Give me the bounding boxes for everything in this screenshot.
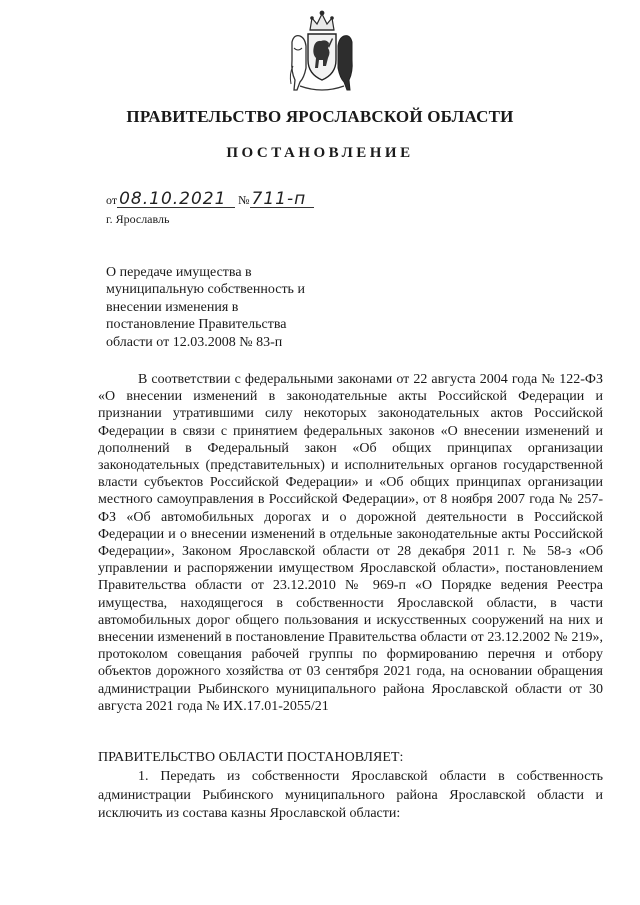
government-title: ПРАВИТЕЛЬСТВО ЯРОСЛАВСКОЙ ОБЛАСТИ [126,107,514,126]
registration-line [106,191,314,208]
subject-line: О передаче имущества в [106,265,252,280]
number-prefix: № [238,193,250,207]
document-number: 711-п [250,191,314,208]
date-prefix: от [106,193,118,207]
preamble-paragraph: В соответствии с федеральными законами от 22 августа 2004 года № 122-ФЗ «О внесении изменений в законодательные акты Российской Федерации и признании утратившими силу некоторых законодательных актов Российской Федерации в связи с принятием федеральных законов «О внесении изменений и дополнений в Федеральный закон «Об общих принципах организации законодательных (представительных) и исполнительных органов государственной власти субъектов Российской Федерации» и «Об общих принципах организации местного самоуправления в Российской Федерации», от 8 ноября 2007 года № 257-ФЗ «Об автомобильных дорогах и о дорожной деятельности в Российской Федерации и о внесении изменений в отдельные законодательные акты Российской Федерации», Законом Ярославской области от 28 декабря 2011 г. № 58-з «Об управлении и распоряжении имуществом Ярославской области», постановлением Правительства области от 23.12.2010 № 969-п «О Порядке ведения Реестра имущества, находящегося в собственности Ярославской области, в части автомобильных дорог общего пользования и искусственных сооружений на них и внесении изменений в постановление Правительства области от 23.12.2002 № 219», протоколом совещания рабочей группы по формированию перечня и отбору объектов дорожного хозяйства от 03 сентября 2021 года, на основании обращения администрации Рыбинского муниципального района Ярославской области от 30 августа 2021 года № ИХ.17.01-2055/21 [98,372,603,714]
document-type-title: ПОСТАНОВЛЕНИЕ [226,145,414,161]
decree-item-1: 1. Передать из собственности Ярославской области в собственность администрации Рыбинского муниципального района Ярославской области и исключить из состава казны Ярославской области: [98,769,603,821]
decree-phrase: ПРАВИТЕЛЬСТВО ОБЛАСТИ ПОСТАНОВЛЯЕТ: [98,750,404,765]
document-date: 08.10.2021 [117,191,235,208]
subject-line: области от 12.03.2008 № 83-п [106,334,283,350]
subject-line: муниципальную собственность и [106,282,305,298]
subject-line: постановление Правительства [106,317,287,333]
yaroslavl-coat-of-arms-icon [288,8,356,94]
subject-line: внесении изменения в [106,299,239,315]
document-subject [106,264,346,351]
preamble-block [98,371,603,715]
document-city: г. Ярославль [106,212,170,226]
